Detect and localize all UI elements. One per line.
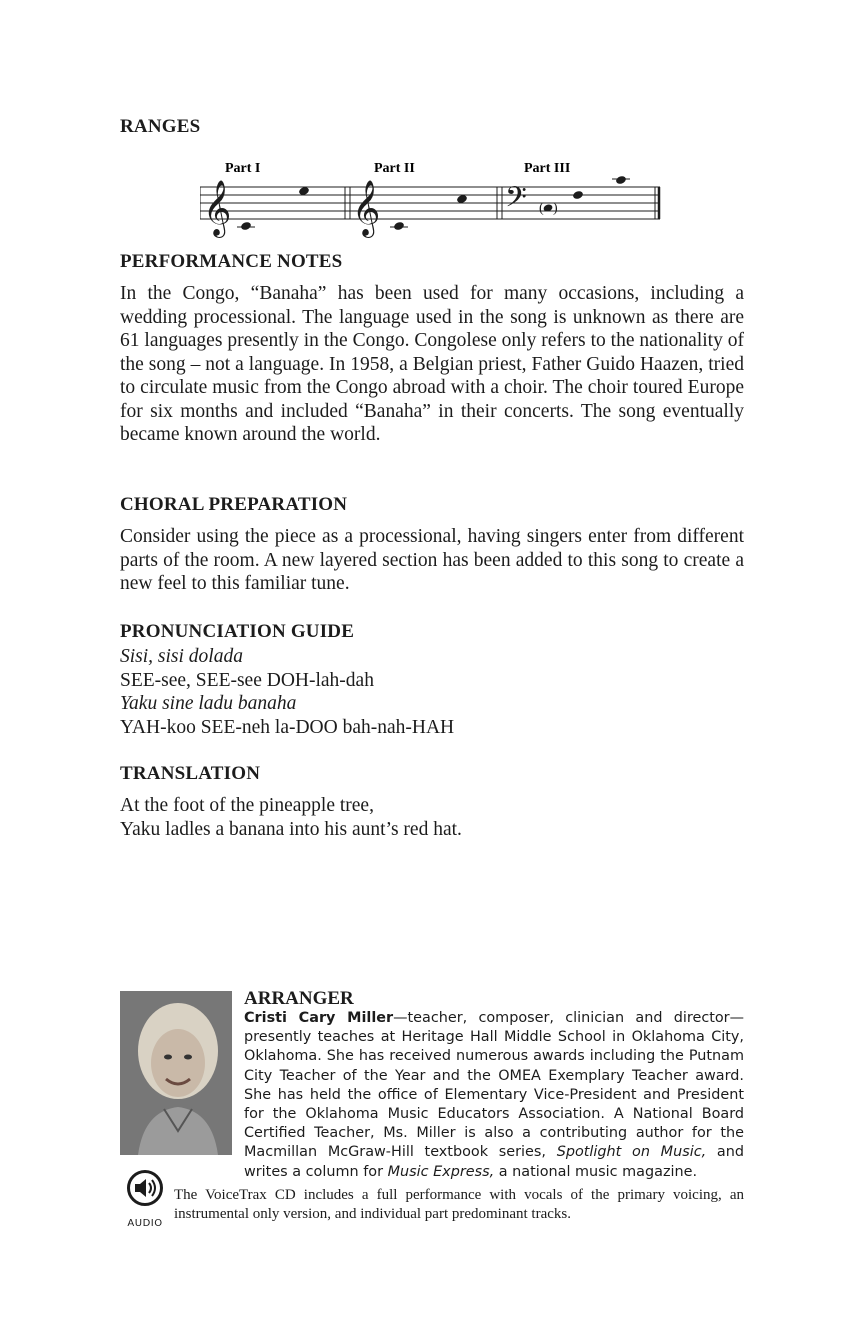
bass-clef-icon: 𝄢 xyxy=(505,181,527,221)
translation-lines xyxy=(120,794,744,841)
part-1-notes xyxy=(237,186,310,231)
arranger-bio xyxy=(244,1009,744,1182)
audio-note: The VoiceTrax CD includes a full performance with vocals of the primary voicing, an instrumental only version, and individual part predominant tracks. xyxy=(174,1187,744,1222)
arranger-bio-text: and writes a column for xyxy=(244,1144,745,1180)
performance-notes-heading: PERFORMANCE NOTES xyxy=(120,251,343,272)
pronunciation-line: Sisi, sisi dolada xyxy=(120,646,243,667)
arranger-bio-text: —teacher, composer, clinician and director—presently teaches at Heritage Hall Middle School in Oklahoma City, Oklahoma. She has received numerous awards including the Putnam City Teacher of the Year and the OMEA Exemplary Teacher award. She has held the office of Elementary Vice-President and President for the Oklahoma Music Educators Association. A National Board Certified Teacher, Ms. Miller is also a contributing author for the Macmillan McGraw-Hill textbook series, xyxy=(244,1010,744,1161)
staff-lines xyxy=(200,187,660,219)
part-1-label: Part I xyxy=(225,161,261,176)
pronunciation-line: SEE-see, SEE-see DOH-lah-dah xyxy=(120,669,374,691)
pronunciation-guide-heading: PRONUNCIATION GUIDE xyxy=(120,621,355,642)
treble-clef-icon: 𝄞 xyxy=(352,180,381,236)
arranger-bio-italic: Music Express, xyxy=(387,1163,495,1180)
arranger-portrait-icon xyxy=(120,991,232,1155)
part-2-notes xyxy=(390,194,468,231)
translation-line: Yaku ladles a banana into his aunt’s red hat. xyxy=(120,818,462,840)
audio-label: AUDIO xyxy=(127,1218,163,1229)
ranges-staff xyxy=(200,152,670,238)
svg-text:): ) xyxy=(553,201,558,216)
part-3-label: Part III xyxy=(524,161,571,176)
arranger-photo xyxy=(120,991,232,1155)
audio-icon xyxy=(124,1169,166,1229)
pronunciation-guide-lines xyxy=(120,645,744,739)
choral-preparation-text: Consider using the piece as a processional, having singers enter from different parts of the room. A new layered section has been added to this song to create a new feel to this familiar tune. xyxy=(120,526,744,594)
part-2-label: Part II xyxy=(374,161,415,176)
arranger-name: Cristi Cary Miller xyxy=(244,1010,394,1026)
arranger-bio-text: a national music magazine. xyxy=(494,1163,698,1180)
svg-text:(: ( xyxy=(539,201,544,216)
choral-preparation-heading: CHORAL PREPARATION xyxy=(120,494,348,515)
translation-heading: TRANSLATION xyxy=(120,763,261,784)
translation-line: At the foot of the pineapple tree, xyxy=(120,795,374,816)
ranges-heading: RANGES xyxy=(120,116,201,137)
speaker-icon xyxy=(124,1169,166,1211)
arranger-heading: ARRANGER xyxy=(244,988,354,1009)
arranger-bio-italic: Spotlight on Music, xyxy=(556,1144,707,1161)
pronunciation-line: YAH-koo SEE-neh la-DOO bah-nah-HAH xyxy=(120,716,455,738)
treble-clef-icon: 𝄞 xyxy=(203,180,232,236)
performance-notes-text: In the Congo, “Banaha” has been used for many occasions, including a wedding processional. The language used in the song is unknown as there are 61 languages presently in the Congo. Congolese only refers to the nationality of the song – not a language. In 1958, a Belgian priest, Father Guido Haazen, tried to circulate music from the Congo abroad with a choir. The choir toured Europe for six months and included “Banaha” in their concerts. The song eventually became known around the world. xyxy=(120,283,744,445)
pronunciation-line: Yaku sine ladu banaha xyxy=(120,693,297,714)
